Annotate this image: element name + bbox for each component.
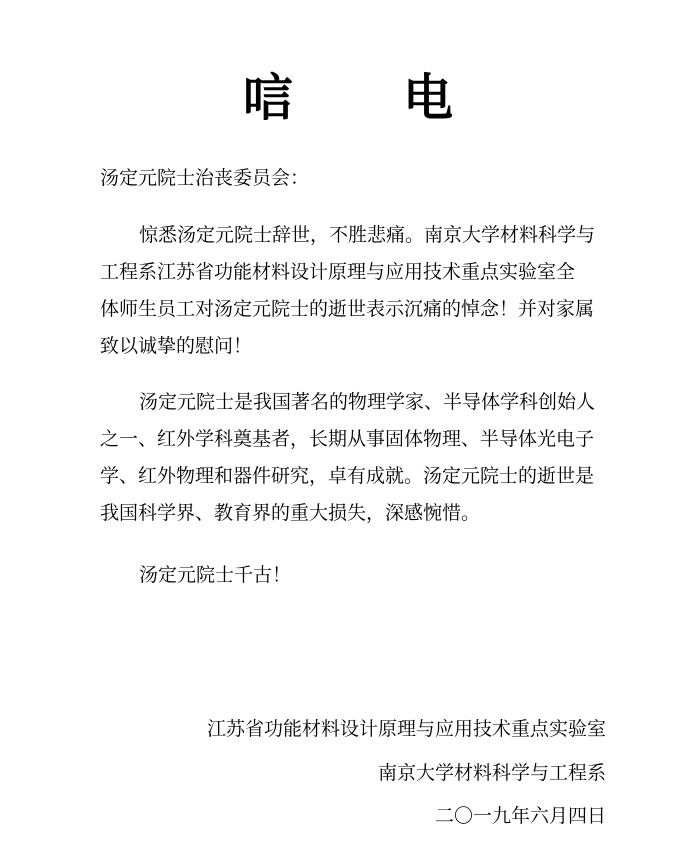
paragraph-condolence (100, 217, 610, 365)
paragraph-line: 汤定元院士千古！ (139, 564, 292, 586)
paragraph-line: 学、红外物理和器件研究，卓有成就。汤定元院士的逝世是 (100, 465, 595, 487)
paragraph-line: 我国科学界、教育界的重大损失，深感惋惜。 (100, 502, 481, 524)
paragraph-line: 工程系江苏省功能材料设计原理与应用技术重点实验室全 (100, 261, 576, 283)
paragraph-line: 汤定元院士是我国著名的物理学家、半导体学科创始人 (139, 391, 596, 413)
salutation: 汤定元院士治丧委员会： (100, 167, 310, 189)
signature-org-department: 南京大学材料科学与工程系 (377, 762, 606, 784)
title-char-left: 唁 (243, 69, 293, 127)
signature-date: 二〇一九年六月四日 (434, 805, 606, 827)
paragraph-farewell (100, 557, 610, 594)
signature-org-lab: 江苏省功能材料设计原理与应用技术重点实验室 (206, 718, 606, 740)
paragraph-line: 体师生员工对汤定元院士的逝世表示沉痛的悼念！并对家属 (100, 298, 595, 320)
paragraph-tribute (100, 384, 610, 532)
paragraph-line: 致以诚挚的慰问！ (100, 335, 253, 357)
title-char-right: 电 (403, 69, 453, 127)
paragraph-line: 之一、红外学科奠基者，长期从事固体物理、半导体光电子 (100, 428, 595, 450)
document-title (0, 68, 696, 128)
paragraph-line: 惊悉汤定元院士辞世，不胜悲痛。南京大学材料科学与 (139, 224, 596, 246)
